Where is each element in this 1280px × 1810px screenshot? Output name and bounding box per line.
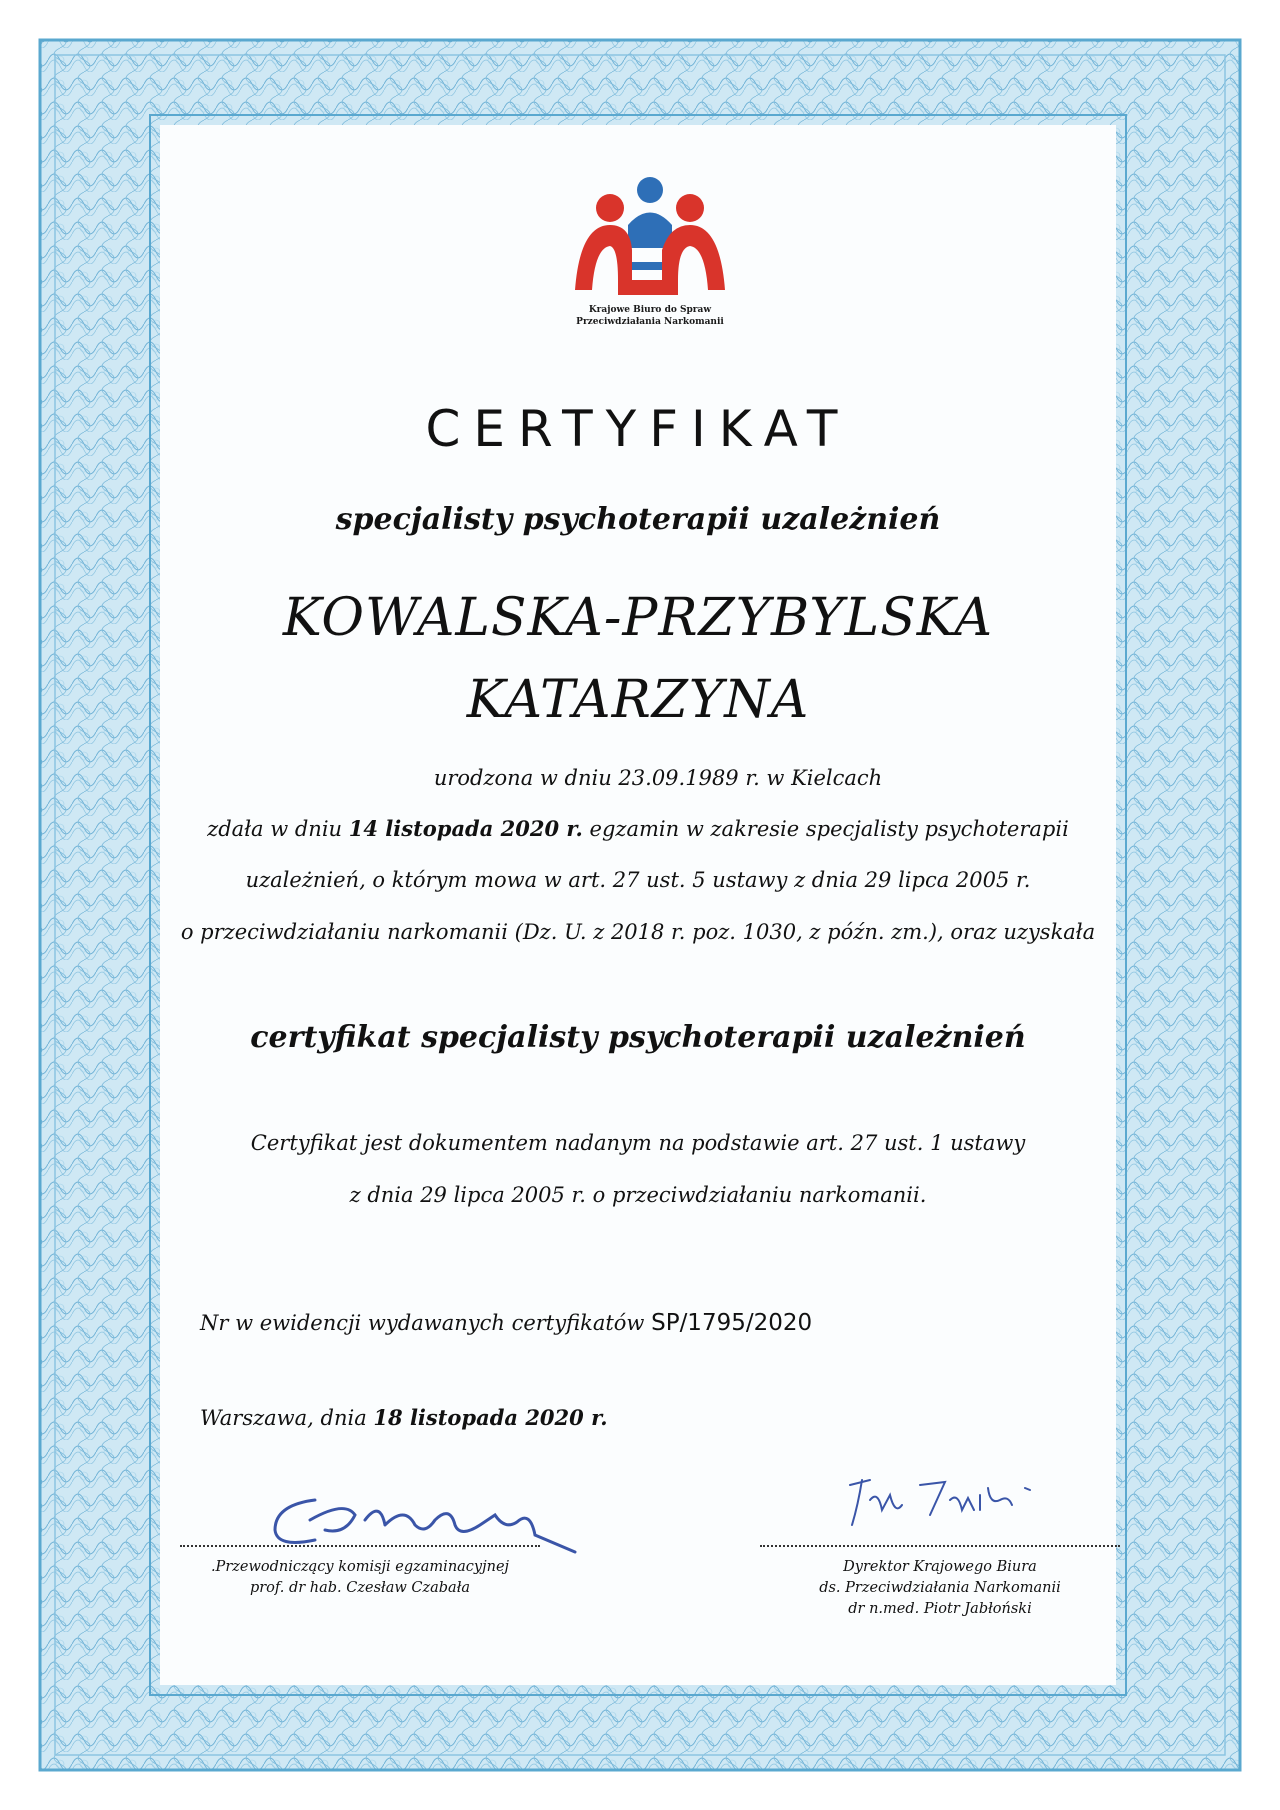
exam-date: 14 listopada 2020 r.	[348, 816, 583, 841]
birth-info: urodzona w dniu 23.09.1989 r. w Kielcach	[433, 766, 883, 790]
signature-right-block	[760, 1545, 1120, 1620]
holder-surname: KOWALSKA-PRZYBYLSKA	[282, 588, 994, 648]
issue-date: 18 listopada 2020 r.	[373, 1405, 608, 1430]
logo-caption	[520, 304, 780, 328]
exam-line-1	[160, 816, 1116, 841]
logo-caption-line2: Przeciwdziałania Narkomanii	[576, 317, 724, 327]
exam-pre: zdała w dniu	[207, 817, 349, 841]
exam-line-3: o przeciwdziałaniu narkomanii (Dz. U. z 2018 r. poz. 1030, z późn. zm.), oraz uzyskała	[180, 920, 1096, 944]
signature-left-name: prof. dr hab. Czesław Czabała	[249, 1580, 471, 1596]
registry-value: SP/1795/2020	[651, 1310, 813, 1336]
place-date	[200, 1405, 608, 1430]
registry-number	[200, 1310, 812, 1336]
logo-icon	[570, 170, 730, 310]
place-date-pre: Warszawa, dnia	[200, 1406, 374, 1430]
signature-left-caption	[180, 1557, 540, 1599]
legal-basis-line-1: Certyfikat jest dokumentem nadanym na podstawie art. 27 ust. 1 ustawy	[250, 1131, 1026, 1155]
certificate-title: CERTYFIKAT	[425, 400, 851, 458]
certificate-type: certyfikat specjalisty psychoterapii uzależnień	[250, 1020, 1026, 1055]
certificate-inner-area	[160, 125, 1116, 1685]
logo-caption-line1: Krajowe Biuro do Spraw	[588, 305, 712, 315]
holder-first-name: KATARZYNA	[466, 670, 810, 730]
signature-right-line	[760, 1545, 1120, 1547]
signature-right-caption	[760, 1557, 1120, 1620]
registry-label: Nr w ewidencji wydawanych certyfikatów	[200, 1311, 652, 1335]
signature-right-icon	[840, 1470, 1050, 1535]
exam-post: egzamin w zakresie specjalisty psychoterapii	[582, 817, 1069, 841]
signature-left-block	[180, 1545, 540, 1599]
signature-left-icon	[255, 1480, 585, 1555]
exam-line-2: uzależnień, o którym mowa w art. 27 ust. 5 ustawy z dnia 29 lipca 2005 r.	[245, 868, 1031, 892]
signature-left-line	[180, 1545, 540, 1547]
certificate-subtitle: specjalisty psychoterapii uzależnień	[335, 502, 941, 537]
legal-basis-line-2: z dnia 29 lipca 2005 r. o przeciwdziałaniu narkomanii.	[349, 1183, 927, 1207]
signature-left-role: .Przewodniczący komisji egzaminacyjnej	[210, 1559, 510, 1575]
signature-right-institution: ds. Przeciwdziałania Narkomanii	[819, 1580, 1061, 1596]
signature-right-name: dr n.med. Piotr Jabłoński	[848, 1601, 1032, 1617]
signature-right-role: Dyrektor Krajowego Biura	[843, 1559, 1037, 1575]
